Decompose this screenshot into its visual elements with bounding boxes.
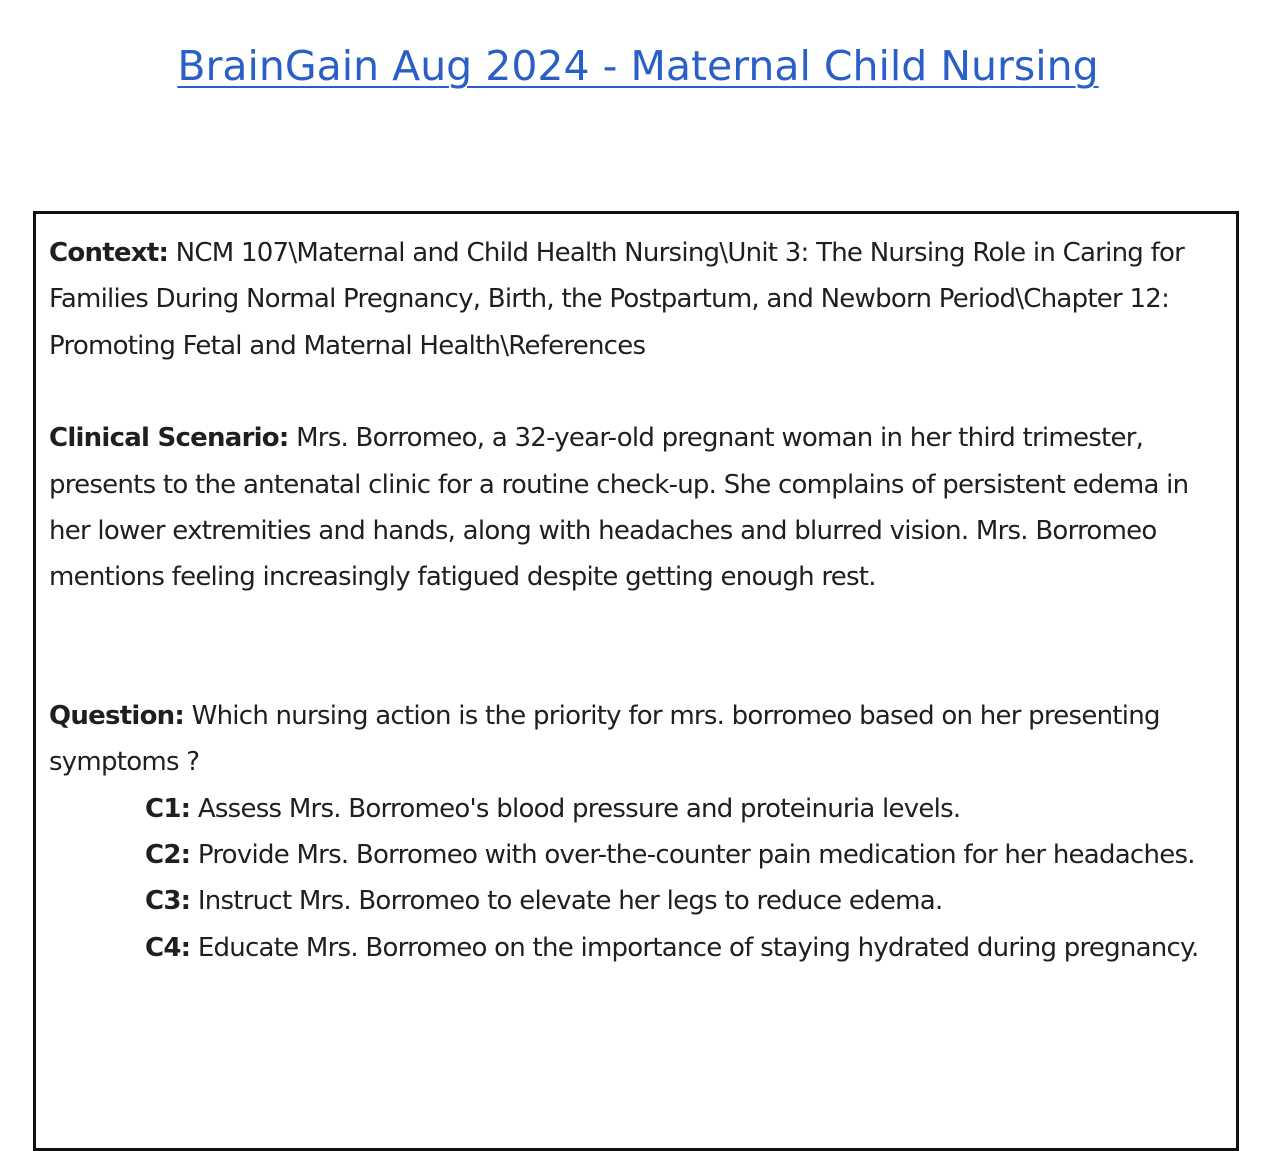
scenario-paragraph — [49, 415, 1224, 601]
document-title-link[interactable]: BrainGain Aug 2024 - Maternal Child Nursing — [177, 42, 1099, 90]
choice-item-c1 — [145, 786, 1224, 832]
context-paragraph — [49, 230, 1224, 369]
choice-label: C4: — [145, 932, 191, 963]
question-text: Which nursing action is the priority for mrs. borromeo based on her presenting symptoms ? — [49, 700, 1160, 778]
choice-item-c2 — [145, 832, 1224, 878]
context-text: NCM 107\Maternal and Child Health Nursing\Unit 3: The Nursing Role in Caring for Families During Normal Pregnancy, Birth, the Postpartum, and Newborn Period\Chapter 12: Promoting Fetal and Maternal Health\References — [49, 238, 1185, 361]
choice-item-c4 — [145, 925, 1224, 971]
question-card — [33, 211, 1239, 1151]
question-paragraph — [49, 693, 1224, 786]
choice-label: C2: — [145, 840, 191, 871]
spacer — [49, 369, 1224, 415]
scenario-text: Mrs. Borromeo, a 32-year-old pregnant woman in her third trimester, presents to the antenatal clinic for a routine check-up. She complains of persistent edema in her lower extremities and hands, along with headaches and blurred vision. Mrs. Borromeo mentions feeling increasingly fatigued despite getting enough rest. — [49, 423, 1189, 593]
choice-text: Instruct Mrs. Borromeo to elevate her legs to reduce edema. — [197, 886, 943, 917]
spacer — [49, 601, 1224, 693]
scenario-label: Clinical Scenario: — [49, 423, 289, 454]
question-label: Question: — [49, 700, 185, 731]
choice-text: Educate Mrs. Borromeo on the importance of staying hydrated during pregnancy. — [197, 932, 1199, 963]
choice-text: Assess Mrs. Borromeo's blood pressure and proteinuria levels. — [197, 793, 961, 824]
choice-label: C3: — [145, 886, 191, 917]
choice-item-c3 — [145, 878, 1224, 924]
context-label: Context: — [49, 238, 169, 268]
choice-list — [49, 786, 1224, 972]
choice-text: Provide Mrs. Borromeo with over-the-counter pain medication for her headaches. — [197, 840, 1195, 871]
choice-label: C1: — [145, 793, 191, 824]
